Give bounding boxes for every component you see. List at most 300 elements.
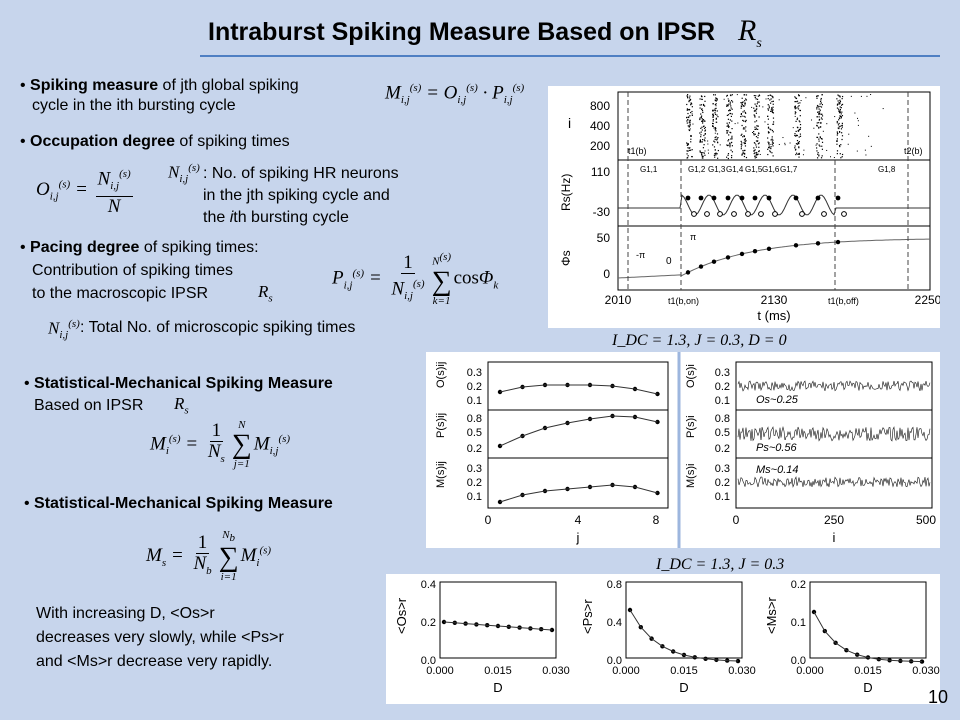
spike-dot (756, 153, 757, 154)
gap-label: G1,7 (780, 165, 798, 174)
spike-dot (837, 141, 838, 142)
spike-dot (715, 149, 716, 150)
spike-dot (772, 96, 773, 97)
d-panel-frame (626, 582, 742, 658)
spike-dot (818, 95, 819, 96)
spike-dot (686, 153, 687, 154)
rx-tick-0: 0 (732, 513, 740, 527)
spike-dot (822, 149, 823, 150)
spike-dot (818, 127, 819, 128)
spike-dot (690, 150, 691, 151)
spike-dot (726, 104, 727, 105)
spike-dot (713, 115, 714, 116)
d-xtick: 0.015 (484, 665, 512, 677)
spike-dot (726, 130, 727, 131)
spike-dot (768, 119, 769, 120)
spike-dot (687, 119, 688, 120)
spike-dot (797, 119, 798, 120)
gap-labels (640, 165, 896, 174)
spike-dot (690, 139, 691, 140)
spike-dot (717, 153, 718, 154)
spike-dot (704, 153, 705, 154)
spike-dot (715, 108, 716, 109)
spike-dot (689, 129, 690, 130)
gap-label: G1,3 (708, 165, 726, 174)
spike-dot (730, 95, 731, 96)
spike-dot (821, 102, 822, 103)
spike-dot (796, 135, 797, 136)
spike-dot (688, 101, 689, 102)
bullet-occupation-degree: • Occupation degree of spiking times (20, 133, 290, 150)
spike-dot (704, 144, 705, 145)
spike-dot (718, 150, 719, 151)
x-axis-label: t (ms) (757, 308, 791, 323)
spike-dot (708, 153, 709, 154)
ro-tick-1: 0.3 (714, 367, 730, 379)
spike-dot (688, 109, 689, 110)
spike-dot (702, 112, 703, 113)
spike-dot (797, 140, 798, 141)
rs-trough (732, 212, 737, 217)
gap-label: G1,6 (762, 165, 780, 174)
spike-dot (800, 129, 801, 130)
ylabel-mi: M(s)i (685, 463, 697, 488)
spike-dot (744, 143, 745, 144)
spike-dot (743, 116, 744, 117)
lx-tick-8: 8 (652, 513, 660, 527)
summary-line3: and <Ms>r decrease very rapidly. (36, 653, 273, 670)
spike-dot (841, 128, 842, 129)
spike-dot (717, 99, 718, 100)
spike-dot (691, 156, 692, 157)
spike-dot (717, 116, 718, 117)
spike-dot (692, 149, 693, 150)
spike-dot (717, 137, 718, 138)
spike-dot (883, 108, 884, 109)
noise-trace (738, 427, 930, 441)
rs-peak (712, 196, 717, 201)
spike-dot (767, 137, 768, 138)
spike-dot (713, 120, 714, 121)
spike-dot (758, 102, 759, 103)
phi-point (816, 241, 820, 245)
spike-dot (800, 134, 801, 135)
spike-dot (800, 136, 801, 137)
spike-dot (704, 101, 705, 102)
spike-dot (755, 157, 756, 158)
spike-dot (717, 110, 718, 111)
spike-dot (701, 96, 702, 97)
symbol-n-total: $N_{i,j}^{(s)}$ (48, 318, 80, 342)
spike-dot (795, 112, 796, 113)
rs-trough (822, 212, 827, 217)
spike-dot (796, 153, 797, 154)
spike-dot (840, 106, 841, 107)
rs-trough (746, 212, 751, 217)
title-text: Intraburst Spiking Measure Based on IPSR (208, 18, 716, 46)
xlabel-i: i (832, 530, 836, 545)
spike-dot (754, 115, 755, 116)
d-xtick: 0.030 (542, 665, 570, 677)
spike-dot (840, 109, 841, 110)
spike-dot (690, 128, 691, 129)
gap-label: G1,8 (878, 165, 896, 174)
ro-tick-3: 0.1 (714, 395, 730, 407)
spike-dot (839, 131, 840, 132)
spike-dot (755, 95, 756, 96)
spike-dot (798, 108, 799, 109)
spike-dot (799, 121, 800, 122)
spike-dot (820, 126, 821, 127)
spike-dot (839, 146, 840, 147)
spike-dot (731, 138, 732, 139)
spike-dot (773, 121, 774, 122)
tick-minus30: -30 (592, 205, 610, 219)
spike-dot (818, 133, 819, 134)
spike-dot (742, 98, 743, 99)
spike-dot (837, 153, 838, 154)
spike-dot (707, 140, 708, 141)
spike-dot (839, 118, 840, 119)
spike-dot (713, 117, 714, 118)
spike-dot (754, 156, 755, 157)
tick-2250: 2250 (914, 293, 940, 307)
spike-dot (837, 134, 838, 135)
spike-dot (796, 131, 797, 132)
spike-dot (700, 139, 701, 140)
spike-dot (770, 151, 771, 152)
spike-dot (820, 137, 821, 138)
spike-dot (771, 101, 772, 102)
spike-dot (742, 104, 743, 105)
spike-dot (728, 114, 729, 115)
spike-dot (799, 136, 800, 137)
spike-dot (756, 157, 757, 158)
spike-dot (795, 108, 796, 109)
spike-dot (772, 109, 773, 110)
spike-dot (795, 116, 796, 117)
d-xtick: 0.030 (728, 665, 756, 677)
spike-dot (842, 127, 843, 128)
spike-dot (702, 152, 703, 153)
spike-dot (841, 116, 842, 117)
spike-dot (687, 157, 688, 158)
spike-dot (716, 122, 717, 123)
symbol-n-ij: $N_{i,j}^{(s)}$ (168, 162, 200, 186)
spike-dot (700, 104, 701, 105)
spike-dot (819, 155, 820, 156)
spike-dot (728, 101, 729, 102)
rs-peak (767, 196, 772, 201)
equation-ms: $M_s$ = $\frac{1}{N_b}$ $N_b$ ∑ i=1 $M_i^{(s)}$ (146, 529, 272, 584)
spike-dot (715, 139, 716, 140)
spike-dot (838, 111, 839, 112)
spike-dot (755, 134, 756, 135)
spike-dot (715, 154, 716, 155)
spike-dot (740, 102, 741, 103)
spike-dot (794, 106, 795, 107)
gap-label: G1,4 (726, 165, 744, 174)
d-ytick: 0.0 (420, 655, 436, 667)
spike-dot (839, 123, 840, 124)
spike-dot (703, 125, 704, 126)
spike-dot (741, 142, 742, 143)
d-ytick: 0.1 (790, 617, 806, 629)
spike-dot (767, 154, 768, 155)
spike-dot (716, 114, 717, 115)
ylabel-pi: P(s)i (685, 415, 697, 438)
spike-dot (819, 103, 820, 104)
d-xtick: 0.015 (854, 665, 882, 677)
spike-dot (819, 106, 820, 107)
measure-left-series (498, 383, 660, 504)
spike-dot (756, 136, 757, 137)
spike-dot (717, 138, 718, 139)
spike-dot (730, 150, 731, 151)
spike-dot (715, 127, 716, 128)
phi-point (699, 264, 703, 268)
d-ytick: 0.0 (606, 655, 622, 667)
spike-dot (773, 131, 774, 132)
spike-dot (754, 104, 755, 105)
spike-dot (717, 142, 718, 143)
spike-dot (741, 141, 742, 142)
annot-pi: π (690, 232, 697, 242)
phi-point (836, 240, 840, 244)
spike-dot (842, 98, 843, 99)
spike-dot (773, 118, 774, 119)
bullet-stat-mech: • Statistical-Mechanical Spiking Measure (24, 495, 333, 512)
spike-dot (728, 126, 729, 127)
spike-dot (717, 158, 718, 159)
summary-line2: decreases very slowly, while <Ps>r (36, 629, 284, 646)
spike-dot (818, 152, 819, 153)
spike-dot (858, 120, 859, 121)
spike-dot (826, 150, 827, 151)
rs-trough (718, 212, 723, 217)
spike-dot (726, 133, 727, 134)
spike-dot (692, 106, 693, 107)
spike-dot (690, 104, 691, 105)
spike-dot (820, 101, 821, 102)
spike-dot (758, 133, 759, 134)
spike-dot (754, 116, 755, 117)
spike-dot (816, 98, 817, 99)
spike-dot (699, 132, 700, 133)
spike-dot (848, 144, 849, 145)
spike-dot (838, 103, 839, 104)
spike-dot (727, 115, 728, 116)
spike-dot (726, 95, 727, 96)
ylabel-oij: O(s)ij (435, 361, 447, 388)
d-ylabel: <Ps>r (580, 599, 595, 634)
spike-dot (817, 157, 818, 158)
figure-measures (426, 352, 940, 548)
rs-trough (842, 212, 847, 217)
d-ytick: 0.0 (790, 655, 806, 667)
spike-dot (726, 157, 727, 158)
ylabel-oi: O(s)i (685, 364, 697, 388)
spike-dot (716, 118, 717, 119)
spike-dot (799, 102, 800, 103)
spike-dot (821, 98, 822, 99)
spike-dot (841, 132, 842, 133)
rp-tick-3: 0.2 (714, 443, 730, 455)
spike-dot (687, 147, 688, 148)
spike-dot (714, 157, 715, 158)
spike-dot (799, 110, 800, 111)
spike-dot (743, 101, 744, 102)
spike-dot (758, 96, 759, 97)
spike-dot (794, 133, 795, 134)
spike-dot (728, 158, 729, 159)
lo-tick-2: 0.2 (466, 381, 482, 393)
spike-dot (820, 110, 821, 111)
spike-dot (728, 110, 729, 111)
spike-dot (744, 110, 745, 111)
spike-dot (705, 150, 706, 151)
spike-dot (838, 100, 839, 101)
spike-dot (769, 147, 770, 148)
spike-dot (837, 107, 838, 108)
d-ytick: 0.2 (420, 617, 436, 629)
spike-dot (704, 105, 705, 106)
spike-dot (837, 133, 838, 134)
spike-dot (743, 127, 744, 128)
symbol-rs-inline-2: $R_s$ (174, 394, 189, 417)
spike-dot (839, 145, 840, 146)
marker-toff: t1(b,off) (828, 296, 859, 306)
spike-dot (772, 136, 773, 137)
spike-dot (700, 113, 701, 114)
spike-dot (756, 113, 757, 114)
lm-tick-3: 0.1 (466, 491, 482, 503)
spike-dot (754, 111, 755, 112)
spike-dot (757, 129, 758, 130)
d-xtick: 0.015 (670, 665, 698, 677)
equation-mi: $M_i^{(s)}$ = $\frac{1}{N_s}$ N ∑ j=1 $M_{i,j}^{(s)}$ (150, 419, 291, 470)
spike-dot (816, 107, 817, 108)
spike-dot (689, 150, 690, 151)
spike-dot (768, 131, 769, 132)
spike-dot (772, 97, 773, 98)
spike-dot (731, 128, 732, 129)
spike-dot (836, 144, 837, 145)
spike-dot (731, 137, 732, 138)
spike-dot (797, 118, 798, 119)
spike-dot (861, 96, 862, 97)
d-curve (444, 622, 552, 630)
rs-trough (692, 212, 697, 217)
spike-dot (836, 98, 837, 99)
spike-dot (770, 95, 771, 96)
spike-dot (745, 130, 746, 131)
spike-dot (842, 96, 843, 97)
spike-dot (797, 130, 798, 131)
spike-dot (701, 117, 702, 118)
annot-zero: 0 (666, 256, 672, 267)
spike-dot (798, 146, 799, 147)
spike-dot (732, 145, 733, 146)
spike-dot (735, 123, 736, 124)
spike-dot (703, 156, 704, 157)
spike-dot (699, 98, 700, 99)
spike-dot (714, 146, 715, 147)
rs-peak (836, 196, 841, 201)
marker-t1b: t1(b) (628, 146, 647, 156)
spike-dot (754, 121, 755, 122)
spike-dot (713, 141, 714, 142)
title-underline (200, 55, 940, 57)
d-xlabel: D (863, 680, 873, 695)
spike-dot (686, 117, 687, 118)
ro-tick-2: 0.2 (714, 381, 730, 393)
spike-dot (700, 152, 701, 153)
spike-dot (794, 96, 795, 97)
rs-trough (759, 212, 764, 217)
spike-dot (756, 128, 757, 129)
spike-dot (744, 153, 745, 154)
spike-dot (822, 119, 823, 120)
spike-dot (715, 133, 716, 134)
d-xtick: 0.000 (612, 665, 640, 677)
spike-dot (717, 133, 718, 134)
spike-dot (727, 155, 728, 156)
spike-dot (773, 104, 774, 105)
spike-dot (760, 154, 761, 155)
spike-dot (841, 105, 842, 106)
spike-dot (842, 115, 843, 116)
spike-dot (839, 100, 840, 101)
spike-dot (821, 117, 822, 118)
spike-dot (742, 116, 743, 117)
spike-dot (716, 105, 717, 106)
spike-dot (756, 146, 757, 147)
spike-dot (754, 152, 755, 153)
spike-dot (701, 131, 702, 132)
spike-dot (691, 111, 692, 112)
tick-2010: 2010 (604, 293, 632, 307)
spike-dot (805, 97, 806, 98)
spike-dot (822, 142, 823, 143)
d-ytick: 0.2 (790, 579, 806, 591)
d-ylabel: <Ms>r (764, 597, 779, 634)
spike-dot (687, 122, 688, 123)
spike-dot (704, 96, 705, 97)
spike-dot (797, 106, 798, 107)
spike-dot (756, 106, 757, 107)
spike-dot (771, 109, 772, 110)
spike-dot (854, 113, 855, 114)
spike-dot (755, 143, 756, 144)
d-xtick: 0.000 (426, 665, 454, 677)
spike-dot (818, 111, 819, 112)
spike-dot (690, 141, 691, 142)
spike-dot (715, 153, 716, 154)
spike-dot (871, 146, 872, 147)
spike-dot (752, 132, 753, 133)
equation-spiking-measure: $M_{i,j}^{(s)} = O_{i,j}^{(s)} \cdot P_{i,j}^{(s)}$ (385, 82, 525, 107)
measures-svg (426, 352, 940, 548)
spike-dot (773, 124, 774, 125)
spike-dot (798, 143, 799, 144)
spike-dot (767, 116, 768, 117)
spike-dot (797, 154, 798, 155)
spike-dot (816, 145, 817, 146)
spike-dot (704, 128, 705, 129)
spike-dot (758, 135, 759, 136)
spike-dot (730, 102, 731, 103)
